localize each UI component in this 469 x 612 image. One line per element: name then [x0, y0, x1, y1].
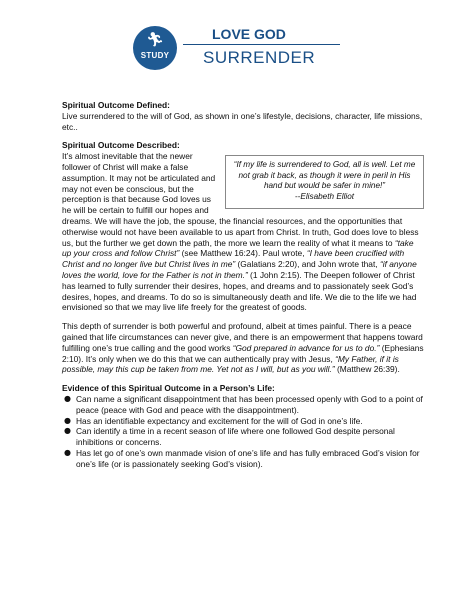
scripture-quote: “God prepared in advance for us to do.” [232, 342, 380, 353]
pull-quote-text: “If my life is surrendered to God, all is well. Let me not grab it back, as though it were in peril in His hand but would be safer in mine!” [233, 160, 416, 191]
evidence-list [62, 394, 424, 470]
title-divider [183, 44, 340, 45]
paragraph-text: It’s almost inevitable that the newer follower of Christ will make a false assumption. It may not be articulated and may not even be conscious, but the perception is that because God loves us he will be certain to fulfill our hopes and dreams. We will have the job, the spouse, the financial resources, and the opportunities that otherwise would not have been available to us apart from Christ. In truth, God does love to bless us, but the further we get down the path, the more we learn the reality of what it means to [62, 151, 419, 248]
page-title-top: LOVE GOD [212, 26, 286, 42]
page-title: SURRENDER [203, 48, 316, 67]
section-heading-defined: Spiritual Outcome Defined: [62, 100, 170, 110]
paragraph-text: (Matthew 26:39). [334, 364, 400, 375]
study-badge [133, 26, 177, 70]
list-item: ● Can name a significant disappointment that has been processed openly with God to a point of peace (peace with God and peace with the disappointment). [62, 394, 424, 416]
outcome-definition: Live surrendered to the will of God, as shown in one’s lifestyle, decisions, character, life missions, etc.. [62, 110, 423, 132]
badge-label: STUDY [140, 51, 170, 60]
section-heading-described: Spiritual Outcome Described: [62, 140, 180, 151]
paragraph-text: (Ephesians 2:10). It’s only when we do this that we can authentically pray with Jesus, [62, 342, 424, 364]
description-paragraph-1 [62, 151, 424, 313]
paragraph-text: This depth of surrender is both powerful and profound, albeit at times painful. There is a peace gained that life circumstances can never give, and there is an empowerment that happens toward fulfilling one’s true calling and the good works [62, 321, 423, 353]
scripture-quote: “take up your cross and follow Christ” [62, 237, 414, 259]
list-item: ● Has an identifiable expectancy and excitement for the will of God in one’s life. [62, 416, 424, 427]
scripture-quote: “if anyone loves the world, love for the Father is not in them.” [62, 259, 417, 280]
pull-quote [225, 155, 424, 208]
paragraph-text: (1 John 2:15). The Deepen follower of Christ has learned to fully surrender their desires, hopes, and dreams and to passionately seek God’s desires, hopes, and dreams. To do so is simultaneously death and life. We die to the life we had envisioned so that we may live life freely for the greatest of goods. [62, 269, 417, 313]
runner-icon: 🏃︎ [146, 32, 164, 48]
scripture-quote: “I have been crucified with Christ and no longer live but Christ lives in me” [62, 248, 405, 270]
list-item: ● Can identify a time in a recent season of life where one followed God despite personal inhibitions or concerns. [62, 426, 424, 448]
pull-quote-author: --Elisabeth Elliot [294, 191, 355, 201]
paragraph-text: (Galatians 2:20), and John wrote that, [235, 259, 380, 270]
document-body [62, 100, 424, 470]
list-item: ● Has let go of one’s own manmade vision of one’s life and has fully embraced God’s vision for one’s life (or is passionately seeking God’s vision). [62, 448, 424, 470]
paragraph-text: (see Matthew 16:24). Paul wrote, [179, 248, 307, 259]
scripture-quote: “My Father, if it is possible, may this cup be taken from me. Yet not as I will, but as you will.” [62, 353, 399, 375]
section-heading-evidence: Evidence of this Spiritual Outcome in a Person’s Life: [62, 383, 275, 394]
description-paragraph-2 [62, 321, 424, 375]
